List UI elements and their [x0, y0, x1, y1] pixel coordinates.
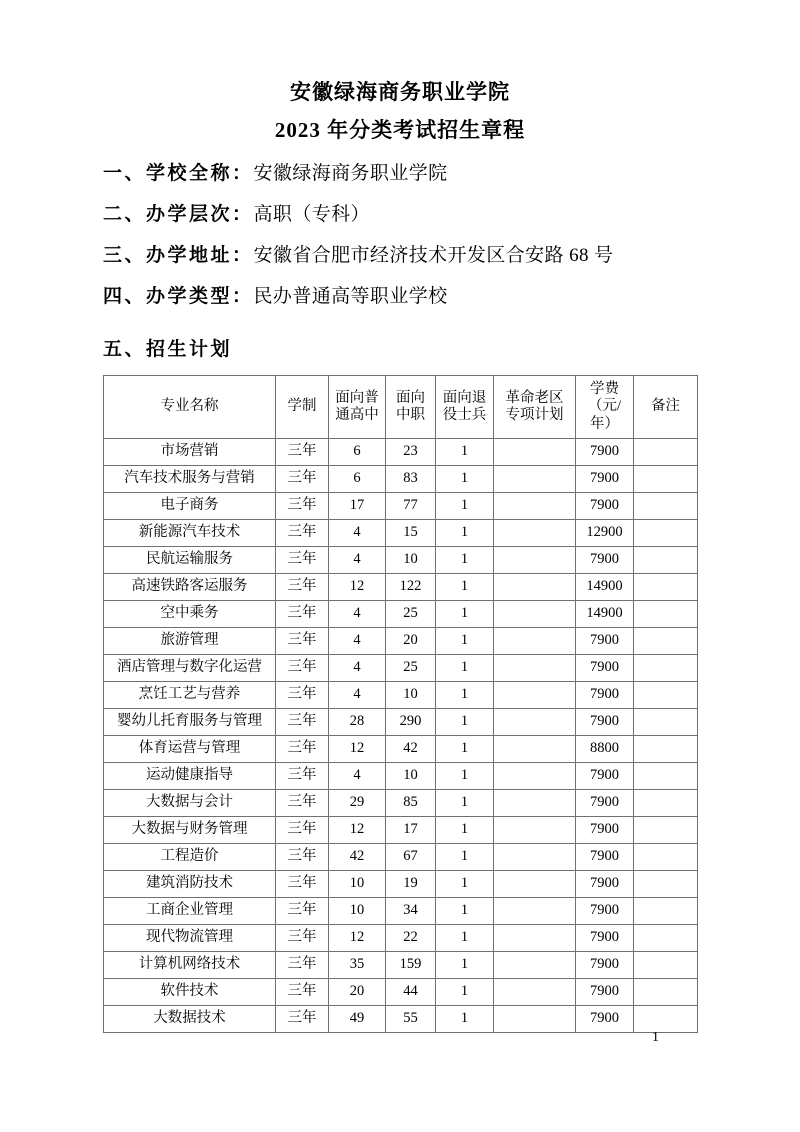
quota-old-revolutionary-area: [494, 682, 576, 709]
column-header-to-veteran: [436, 376, 494, 439]
quota-old-revolutionary-area: [494, 547, 576, 574]
table-row: [104, 844, 698, 871]
quota-veteran: 1: [436, 709, 494, 736]
tuition-fee: 7900: [576, 547, 634, 574]
column-header-major: 专业名称: [104, 376, 276, 439]
table-row: [104, 682, 698, 709]
quota-old-revolutionary-area: [494, 790, 576, 817]
quota-veteran: 1: [436, 655, 494, 682]
column-header-line: 通高中: [335, 407, 379, 424]
table-header-row: [104, 376, 698, 439]
tuition-fee: 7900: [576, 952, 634, 979]
tuition-fee: 7900: [576, 763, 634, 790]
table-row: [104, 979, 698, 1006]
quota-old-revolutionary-area: [494, 655, 576, 682]
quota-veteran: 1: [436, 682, 494, 709]
major-name: 汽车技术服务与营销: [104, 466, 276, 493]
quota-high-school: 12: [329, 574, 386, 601]
column-header-line: 专项计划: [505, 407, 564, 424]
column-header-to-high-school: [329, 376, 386, 439]
column-header-line: （元/: [587, 398, 622, 415]
remark: [634, 439, 698, 466]
quota-old-revolutionary-area: [494, 871, 576, 898]
quota-high-school: 4: [329, 601, 386, 628]
remark: [634, 925, 698, 952]
remark: [634, 493, 698, 520]
table-row: [104, 493, 698, 520]
column-header-line: 役士兵: [442, 407, 487, 424]
quota-vocational: 290: [386, 709, 436, 736]
remark: [634, 763, 698, 790]
quota-vocational: 23: [386, 439, 436, 466]
program-length: 三年: [276, 871, 329, 898]
quota-veteran: 1: [436, 520, 494, 547]
table-row: [104, 952, 698, 979]
quota-old-revolutionary-area: [494, 493, 576, 520]
major-name: 高速铁路客运服务: [104, 574, 276, 601]
school-info-value: 安徽省合肥市经济技术开发区合安路 68 号: [253, 245, 614, 267]
quota-high-school: 20: [329, 979, 386, 1006]
tuition-fee: 7900: [576, 628, 634, 655]
quota-veteran: 1: [436, 844, 494, 871]
quota-old-revolutionary-area: [494, 520, 576, 547]
remark: [634, 628, 698, 655]
program-length: 三年: [276, 628, 329, 655]
major-name: 烹饪工艺与营养: [104, 682, 276, 709]
quota-high-school: 10: [329, 871, 386, 898]
remark: [634, 952, 698, 979]
program-length: 三年: [276, 925, 329, 952]
quota-high-school: 49: [329, 1006, 386, 1033]
remark: [634, 682, 698, 709]
column-header-to-vocational: [386, 376, 436, 439]
tuition-fee: 7900: [576, 898, 634, 925]
tuition-fee: 7900: [576, 1006, 634, 1033]
program-length: 三年: [276, 844, 329, 871]
quota-high-school: 4: [329, 655, 386, 682]
table-row: [104, 601, 698, 628]
quota-vocational: 55: [386, 1006, 436, 1033]
column-header-line: 面向普: [335, 389, 379, 406]
quota-vocational: 22: [386, 925, 436, 952]
major-name: 工商企业管理: [104, 898, 276, 925]
page-number: 1: [652, 1030, 659, 1045]
table-row: [104, 466, 698, 493]
quota-vocational: 34: [386, 898, 436, 925]
quota-high-school: 6: [329, 439, 386, 466]
quota-veteran: 1: [436, 790, 494, 817]
program-length: 三年: [276, 1006, 329, 1033]
table-row: [104, 925, 698, 952]
quota-veteran: 1: [436, 817, 494, 844]
quota-high-school: 12: [329, 817, 386, 844]
table-row: [104, 574, 698, 601]
quota-high-school: 29: [329, 790, 386, 817]
table-row: [104, 871, 698, 898]
column-header-line: 年）: [590, 416, 619, 433]
tuition-fee: 7900: [576, 871, 634, 898]
quota-vocational: 122: [386, 574, 436, 601]
major-name: 新能源汽车技术: [104, 520, 276, 547]
column-header-line: 革命老区: [505, 389, 564, 406]
quota-high-school: 42: [329, 844, 386, 871]
tuition-fee: 7900: [576, 493, 634, 520]
major-name: 大数据技术: [104, 1006, 276, 1033]
school-info-label: 三、办学地址：: [103, 245, 254, 267]
program-length: 三年: [276, 898, 329, 925]
quota-high-school: 6: [329, 466, 386, 493]
remark: [634, 790, 698, 817]
major-name: 旅游管理: [104, 628, 276, 655]
quota-old-revolutionary-area: [494, 709, 576, 736]
quota-high-school: 4: [329, 763, 386, 790]
quota-old-revolutionary-area: [494, 628, 576, 655]
tuition-fee: 7900: [576, 844, 634, 871]
table-row: [104, 763, 698, 790]
quota-veteran: 1: [436, 547, 494, 574]
school-info-value: 安徽绿海商务职业学院: [253, 163, 448, 185]
quota-high-school: 35: [329, 952, 386, 979]
quota-vocational: 67: [386, 844, 436, 871]
school-info-label: 四、办学类型：: [103, 286, 254, 308]
table-row: [104, 1006, 698, 1033]
column-header-line: 中职: [396, 407, 425, 424]
remark: [634, 1006, 698, 1033]
quota-old-revolutionary-area: [494, 574, 576, 601]
quota-vocational: 10: [386, 547, 436, 574]
quota-old-revolutionary-area: [494, 763, 576, 790]
major-name: 大数据与财务管理: [104, 817, 276, 844]
quota-old-revolutionary-area: [494, 439, 576, 466]
major-name: 电子商务: [104, 493, 276, 520]
section-heading-enrollment-plan: 五、招生计划: [103, 339, 233, 361]
quota-old-revolutionary-area: [494, 925, 576, 952]
quota-vocational: 25: [386, 655, 436, 682]
quota-veteran: 1: [436, 763, 494, 790]
quota-vocational: 159: [386, 952, 436, 979]
quota-veteran: 1: [436, 952, 494, 979]
major-name: 计算机网络技术: [104, 952, 276, 979]
quota-veteran: 1: [436, 574, 494, 601]
quota-veteran: 1: [436, 493, 494, 520]
table-row: [104, 655, 698, 682]
major-name: 大数据与会计: [104, 790, 276, 817]
remark: [634, 520, 698, 547]
quota-old-revolutionary-area: [494, 844, 576, 871]
tuition-fee: 14900: [576, 601, 634, 628]
quota-veteran: 1: [436, 898, 494, 925]
table-row: [104, 547, 698, 574]
quota-vocational: 42: [386, 736, 436, 763]
column-header-note: 备注: [634, 376, 698, 439]
remark: [634, 871, 698, 898]
remark: [634, 736, 698, 763]
table-row: [104, 439, 698, 466]
quota-high-school: 4: [329, 628, 386, 655]
program-length: 三年: [276, 817, 329, 844]
document-title-line-1: 安徽绿海商务职业学院: [290, 80, 510, 104]
quota-old-revolutionary-area: [494, 952, 576, 979]
tuition-fee: 7900: [576, 682, 634, 709]
program-length: 三年: [276, 709, 329, 736]
enrollment-plan-table: [103, 375, 698, 1033]
remark: [634, 547, 698, 574]
program-length: 三年: [276, 493, 329, 520]
school-info-value: 民办普通高等职业学校: [253, 286, 448, 308]
tuition-fee: 7900: [576, 979, 634, 1006]
enrollment-plan-table-wrapper: [103, 375, 697, 1033]
school-info-label: 一、学校全称：: [103, 163, 254, 185]
major-name: 民航运输服务: [104, 547, 276, 574]
quota-high-school: 10: [329, 898, 386, 925]
major-name: 市场营销: [104, 439, 276, 466]
program-length: 三年: [276, 574, 329, 601]
school-info-value: 高职（专科）: [253, 204, 370, 226]
quota-high-school: 17: [329, 493, 386, 520]
quota-veteran: 1: [436, 871, 494, 898]
program-length: 三年: [276, 979, 329, 1006]
quota-vocational: 77: [386, 493, 436, 520]
remark: [634, 466, 698, 493]
program-length: 三年: [276, 520, 329, 547]
tuition-fee: 7900: [576, 790, 634, 817]
quota-vocational: 20: [386, 628, 436, 655]
major-name: 运动健康指导: [104, 763, 276, 790]
major-name: 体育运营与管理: [104, 736, 276, 763]
quota-veteran: 1: [436, 979, 494, 1006]
school-info-item: [103, 164, 800, 183]
quota-veteran: 1: [436, 439, 494, 466]
tuition-fee: 7900: [576, 655, 634, 682]
quota-vocational: 25: [386, 601, 436, 628]
column-header-tuition: [576, 376, 634, 439]
school-info-item: [103, 287, 800, 306]
column-header-line: 面向退: [442, 389, 487, 406]
quota-high-school: 4: [329, 520, 386, 547]
tuition-fee: 7900: [576, 439, 634, 466]
table-row: [104, 736, 698, 763]
remark: [634, 979, 698, 1006]
remark: [634, 817, 698, 844]
quota-veteran: 1: [436, 601, 494, 628]
quota-vocational: 10: [386, 763, 436, 790]
quota-vocational: 17: [386, 817, 436, 844]
remark: [634, 574, 698, 601]
table-row: [104, 790, 698, 817]
quota-vocational: 15: [386, 520, 436, 547]
quota-old-revolutionary-area: [494, 601, 576, 628]
table-row: [104, 520, 698, 547]
program-length: 三年: [276, 952, 329, 979]
quota-high-school: 4: [329, 547, 386, 574]
program-length: 三年: [276, 736, 329, 763]
quota-high-school: 12: [329, 736, 386, 763]
major-name: 酒店管理与数字化运营: [104, 655, 276, 682]
tuition-fee: 14900: [576, 574, 634, 601]
column-header-old-revolutionary-area: [494, 376, 576, 439]
column-header-length: 学制: [276, 376, 329, 439]
quota-vocational: 83: [386, 466, 436, 493]
column-header-line: 学费: [590, 380, 619, 397]
quota-old-revolutionary-area: [494, 817, 576, 844]
remark: [634, 709, 698, 736]
enrollment-plan-table-body: [104, 439, 698, 1033]
school-info-item: [103, 246, 800, 265]
tuition-fee: 7900: [576, 925, 634, 952]
quota-vocational: 85: [386, 790, 436, 817]
tuition-fee: 8800: [576, 736, 634, 763]
quota-veteran: 1: [436, 466, 494, 493]
major-name: 婴幼儿托育服务与管理: [104, 709, 276, 736]
program-length: 三年: [276, 439, 329, 466]
remark: [634, 655, 698, 682]
program-length: 三年: [276, 655, 329, 682]
program-length: 三年: [276, 763, 329, 790]
quota-old-revolutionary-area: [494, 898, 576, 925]
major-name: 工程造价: [104, 844, 276, 871]
remark: [634, 601, 698, 628]
school-info-item: [103, 205, 800, 224]
table-row: [104, 709, 698, 736]
table-row: [104, 898, 698, 925]
column-header-line: 面向: [396, 389, 425, 406]
remark: [634, 844, 698, 871]
quota-vocational: 44: [386, 979, 436, 1006]
quota-old-revolutionary-area: [494, 736, 576, 763]
quota-old-revolutionary-area: [494, 466, 576, 493]
quota-veteran: 1: [436, 628, 494, 655]
program-length: 三年: [276, 547, 329, 574]
table-row: [104, 628, 698, 655]
quota-veteran: 1: [436, 1006, 494, 1033]
school-info-label: 二、办学层次：: [103, 204, 254, 226]
table-row: [104, 817, 698, 844]
tuition-fee: 12900: [576, 520, 634, 547]
quota-veteran: 1: [436, 925, 494, 952]
quota-high-school: 4: [329, 682, 386, 709]
major-name: 现代物流管理: [104, 925, 276, 952]
quota-veteran: 1: [436, 736, 494, 763]
program-length: 三年: [276, 790, 329, 817]
tuition-fee: 7900: [576, 817, 634, 844]
remark: [634, 898, 698, 925]
quota-old-revolutionary-area: [494, 979, 576, 1006]
quota-vocational: 10: [386, 682, 436, 709]
document-title-line-2: 2023 年分类考试招生章程: [274, 118, 526, 143]
major-name: 建筑消防技术: [104, 871, 276, 898]
major-name: 空中乘务: [104, 601, 276, 628]
program-length: 三年: [276, 601, 329, 628]
quota-high-school: 12: [329, 925, 386, 952]
quota-old-revolutionary-area: [494, 1006, 576, 1033]
tuition-fee: 7900: [576, 466, 634, 493]
program-length: 三年: [276, 466, 329, 493]
school-info-list: [0, 164, 800, 306]
tuition-fee: 7900: [576, 709, 634, 736]
quota-high-school: 28: [329, 709, 386, 736]
major-name: 软件技术: [104, 979, 276, 1006]
program-length: 三年: [276, 682, 329, 709]
quota-vocational: 19: [386, 871, 436, 898]
